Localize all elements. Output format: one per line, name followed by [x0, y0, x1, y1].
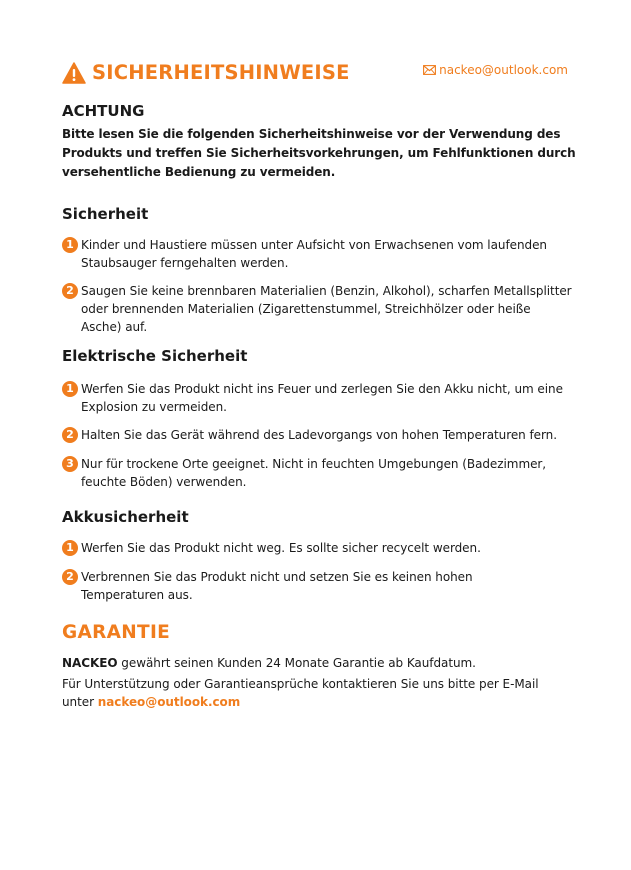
mail-icon: [423, 65, 436, 75]
item-line: Asche) auf.: [81, 320, 148, 334]
garantie-text: [62, 654, 587, 711]
list-item: [62, 455, 587, 491]
number-badge: 3: [62, 456, 78, 472]
section-heading-sicherheit: Sicherheit: [62, 205, 149, 223]
garantie-line: [62, 654, 587, 672]
page-title: SICHERHEITSHINWEISE: [92, 61, 350, 84]
number-badge: 1: [62, 381, 78, 397]
section-heading-akkusicherheit: Akkusicherheit: [62, 508, 189, 526]
item-text: [81, 455, 546, 491]
section-heading-elektrische-sicherheit: Elektrische Sicherheit: [62, 347, 248, 365]
garantie-heading: GARANTIE: [62, 622, 171, 643]
number-badge: 2: [62, 427, 78, 443]
achtung-line: versehentliche Bedienung zu vermeiden.: [62, 165, 336, 179]
item-text: [81, 282, 572, 336]
header-email[interactable]: nackeo@outlook.com: [439, 63, 568, 77]
list-item: [62, 236, 587, 272]
garantie-line: [62, 693, 587, 711]
achtung-line: Produkts und treffen Sie Sicherheitsvorkehrungen, um Fehlfunktionen durch: [62, 146, 576, 160]
list-item: [62, 282, 587, 336]
number-badge: 2: [62, 283, 78, 299]
header-contact: [423, 63, 568, 77]
page-header: [62, 60, 572, 90]
item-text: [81, 426, 557, 444]
number-badge: 1: [62, 540, 78, 556]
item-text: [81, 539, 481, 557]
list-item: [62, 539, 587, 557]
item-line: Werfen Sie das Produkt nicht ins Feuer und zerlegen Sie den Akku nicht, um eine: [81, 382, 563, 396]
list-item: [62, 426, 587, 444]
item-line: Nur für trockene Orte geeignet. Nicht in feuchten Umgebungen (Badezimmer,: [81, 457, 547, 471]
number-badge: 1: [62, 237, 78, 253]
achtung-text: [62, 125, 587, 182]
item-text: [81, 568, 473, 604]
list-item: [62, 568, 587, 604]
garantie-line: Für Unterstützung oder Garantieansprüche kontaktieren Sie uns bitte per E-Mail: [62, 677, 539, 691]
garantie-line-text: gewährt seinen Kunden 24 Monate Garantie ab Kaufdatum.: [117, 656, 476, 670]
item-text: [81, 380, 563, 416]
item-line: Temperaturen aus.: [81, 588, 193, 602]
number-badge: 2: [62, 569, 78, 585]
item-text: [81, 236, 547, 272]
item-line: Werfen Sie das Produkt nicht weg. Es sollte sicher recycelt werden.: [81, 541, 481, 555]
item-line: Halten Sie das Gerät während des Ladevorgangs von hohen Temperaturen fern.: [81, 428, 557, 442]
garantie-line-text: unter: [62, 695, 98, 709]
brand-name: NACKEO: [62, 656, 118, 670]
item-line: feuchte Böden) verwenden.: [81, 475, 247, 489]
item-line: Saugen Sie keine brennbaren Materialien (Benzin, Alkohol), scharfen Metallsplitter: [81, 284, 572, 298]
list-item: [62, 380, 587, 416]
item-line: Verbrennen Sie das Produkt nicht und setzen Sie es keinen hohen: [81, 570, 473, 584]
item-line: Staubsauger ferngehalten werden.: [81, 256, 289, 270]
item-line: Explosion zu vermeiden.: [81, 400, 227, 414]
garantie-email-link[interactable]: nackeo@outlook.com: [97, 695, 241, 709]
item-line: Kinder und Haustiere müssen unter Aufsicht von Erwachsenen vom laufenden: [81, 238, 547, 252]
item-line: oder brennenden Materialien (Zigarettenstummel, Streichhölzer oder heiße: [81, 302, 531, 316]
warning-triangle-icon: [62, 62, 86, 84]
achtung-line: Bitte lesen Sie die folgenden Sicherheitshinweise vor der Verwendung des: [62, 127, 561, 141]
title-group: [62, 61, 350, 85]
achtung-heading: ACHTUNG: [62, 102, 145, 120]
